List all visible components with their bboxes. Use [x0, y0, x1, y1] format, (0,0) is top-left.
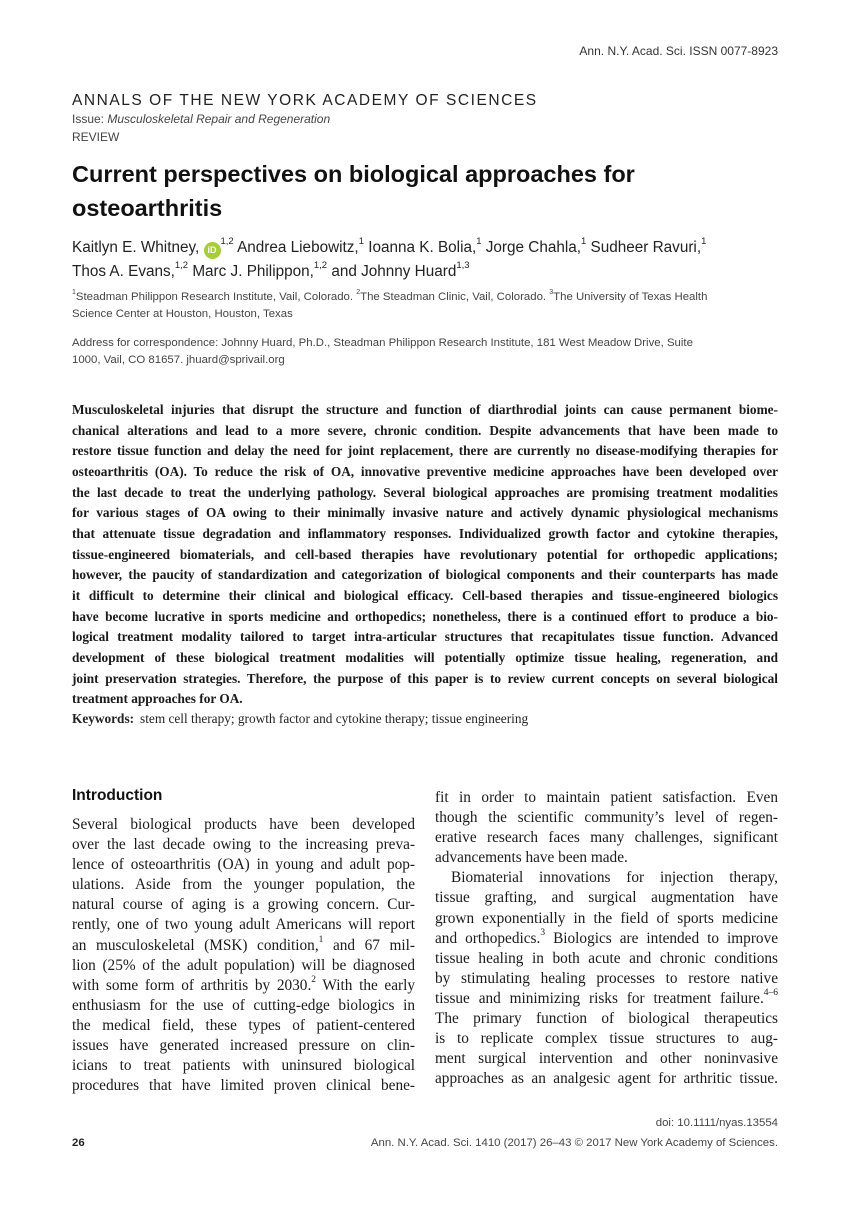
issue-line [72, 112, 330, 126]
abstract-line: logical treatment modality tailored to target intra-articular structures that recapitulates tissue function. Advanced [72, 629, 778, 645]
issue-label: Issue: [72, 112, 108, 126]
author-sup: 1,3 [456, 260, 470, 272]
section-heading-introduction: Introduction [72, 787, 163, 804]
abstract [72, 400, 778, 710]
author-name: Marc J. Philippon, [192, 263, 314, 280]
body-line: enthusiasm for the use of cutting-edge biologics in [72, 996, 415, 1014]
orcid-icon[interactable]: iD [204, 242, 221, 259]
author-name: Ioanna K. Bolia, [368, 239, 477, 256]
author-name: Kaitlyn E. Whitney, [72, 239, 200, 256]
keywords-label: Keywords: [72, 711, 135, 726]
author-sup: 1,2 [174, 260, 189, 272]
abstract-line: treatment approaches for OA. [72, 691, 243, 707]
abstract-line: have become lucrative in sports medicine and orthopedics; nonetheless, there is a continued effort to produce a bio- [72, 608, 778, 624]
citation-ref[interactable]: 1 [318, 935, 324, 946]
body-line: and orthopedics.$^3$ Biologics are intended to improve [435, 928, 779, 947]
title-line-2: osteoarthritis [72, 195, 223, 221]
address-line-2[interactable]: 1000, Vail, CO 81657. jhuard@sprivail.org [72, 354, 285, 366]
body-line: Biomaterial innovations for injection therapy, [451, 869, 778, 887]
abstract-line: osteoarthritis (OA). To reduce the risk of OA, innovative preventive medicine approaches have been developed over [72, 463, 778, 479]
affil-sup: 3 [549, 289, 554, 297]
body-line: procedures that have limited proven clinical bene- [72, 1077, 415, 1095]
citation-ref[interactable]: 2 [311, 975, 317, 986]
author-list [72, 236, 802, 284]
body-line: Several biological products have been developed [72, 816, 415, 833]
body-line: approaches as an analgesic agent for arthritic tissue. [435, 1070, 778, 1088]
abstract-line: that attenuate tissue degradation and inflammatory responses. Individualized growth factor and cytokine therapies, [72, 525, 778, 541]
author-sup: 1 [358, 236, 364, 248]
body-column-left [72, 815, 415, 1096]
issue-name: Musculoskeletal Repair and Regeneration [107, 112, 331, 126]
affiliations [72, 289, 792, 323]
affil-sup: 2 [356, 289, 361, 297]
issn-header: Ann. N.Y. Acad. Sci. ISSN 0077-8923 [579, 44, 778, 58]
author-name: Andrea Liebowitz, [237, 239, 359, 256]
affiliation: The University of Texas Health [553, 291, 708, 303]
abstract-line: chanical alterations and lead to a more severe, chronic condition. Despite advancements that have been made to [72, 422, 778, 438]
abstract-line: joint preservation strategies. Therefore, the purpose of this paper is to review current concepts on several biological [72, 670, 778, 686]
abstract-line: Musculoskeletal injuries that disrupt the structure and function of diarthrodial joints can cause permanent biome- [72, 402, 778, 417]
body-line: ment surgical intervention and other noninvasive [435, 1050, 778, 1068]
body-line: advancements have been made. [435, 849, 628, 867]
body-line: lion (25% of the adult population) will be diagnosed [72, 956, 415, 974]
citation-ref[interactable]: 3 [540, 928, 546, 939]
body-line: rently, one of two young adult Americans will report [72, 916, 415, 934]
author-sup: 1,2 [220, 236, 234, 248]
author-sup: 1 [581, 236, 587, 248]
address-line-1: Address for correspondence: Johnny Huard, Ph.D., Steadman Philippon Research Institute, 181 West Meadow Drive, Suite [72, 337, 693, 349]
abstract-line: it difficult to determine their clinical and biological efficacy. Cell-based therapies and tissue-engineered biologics [72, 587, 778, 603]
abstract-line: the last decade to treat the underlying pathology. Several biological approaches are promising treatment modalities [72, 484, 778, 500]
abstract-line: restore tissue function and delay the need for joint replacement, there are currently no disease-modifying therapies for [72, 443, 778, 459]
body-line: an musculoskeletal (MSK) condition,$^1$ and 67 mil- [72, 935, 415, 954]
body-line: by stimulating healing processes to restore native [435, 969, 778, 987]
journal-name: ANNALS OF THE NEW YORK ACADEMY OF SCIENCES [72, 92, 538, 109]
footer-citation: Ann. N.Y. Acad. Sci. 1410 (2017) 26–43 © 2017 New York Academy of Sciences. [370, 1137, 778, 1149]
body-line: fit in order to maintain patient satisfaction. Even [435, 789, 778, 806]
body-line: over the last decade owing to the increasing preva- [72, 836, 415, 854]
article-title [72, 157, 792, 225]
doi[interactable]: doi: 10.1111/nyas.13554 [655, 1117, 778, 1129]
body-line: tissue healing in both acute and chronic conditions [435, 949, 778, 967]
author-name: Sudheer Ravuri, [590, 239, 702, 256]
body-line: icians to treat patients with uninsured biological [72, 1057, 415, 1075]
affil-sup: 1 [72, 289, 76, 297]
body-line: erative research faces many challenges, significant [435, 829, 778, 847]
body-line: grown exponentially in the field of sports medicine [435, 909, 778, 927]
affiliation-continued: Science Center at Houston, Houston, Texas [72, 308, 293, 320]
author-line-1 [72, 236, 802, 260]
page-number: 26 [72, 1137, 85, 1149]
body-line: with some form of arthritis by 2030.$^2$ With the early [72, 975, 416, 994]
correspondence-address [72, 335, 792, 369]
body-line: The primary function of biological therapeutics [435, 1010, 778, 1028]
author-name: Thos A. Evans, [72, 263, 175, 280]
author-name: Jorge Chahla, [485, 239, 582, 256]
body-line: is to replicate complex tissue structures to aug- [435, 1030, 778, 1048]
author-sup: 1 [701, 236, 707, 248]
keywords [72, 711, 528, 727]
body-line: the medical field, these types of patient-centered [72, 1016, 415, 1034]
abstract-line: however, the paucity of standardization and categorization of biological components and their counterparts has made [72, 567, 778, 583]
keywords-list: stem cell therapy; growth factor and cytokine therapy; tissue engineering [140, 711, 529, 726]
article-type: REVIEW [72, 130, 120, 144]
author-sup: 1 [476, 236, 482, 248]
body-line: ulations. Aside from the younger population, the [72, 876, 415, 894]
title-line-1: Current perspectives on biological approaches for [72, 161, 635, 187]
abstract-line: development of these biological treatment modalities will potentially optimize tissue healing, regeneration, and [72, 649, 778, 665]
affiliation: Steadman Philippon Research Institute, Vail, Colorado. [75, 291, 357, 303]
body-line: issues have generated increased pressure on clin- [72, 1037, 415, 1055]
abstract-line: for various stages of OA owing to their minimally invasive nature and actively dynamic physiological mechanisms [72, 505, 778, 521]
body-line: though the scientific community’s level of regen- [435, 809, 778, 827]
body-line: natural course of aging is a growing concern. Cur- [72, 896, 415, 914]
body-line: tissue grafting, and surgical augmentation have [435, 889, 778, 907]
affiliation: The Steadman Clinic, Vail, Colorado. [360, 291, 550, 303]
author-sup: 1,2 [313, 260, 328, 272]
abstract-line: tissue-engineered biomaterials, and cell-based therapies have revolutionary potential for orthopedic applications; [72, 546, 778, 562]
body-line: tissue and minimizing risks for treatment failure.$^{4-6}$ [435, 988, 778, 1007]
body-column-right [435, 788, 778, 1089]
body-line: lence of osteoarthritis (OA) in young and adult pop- [72, 856, 415, 874]
author-line-2 [72, 260, 802, 284]
citation-ref[interactable]: 4–6 [763, 988, 778, 999]
author-name: and Johnny Huard [331, 263, 457, 280]
